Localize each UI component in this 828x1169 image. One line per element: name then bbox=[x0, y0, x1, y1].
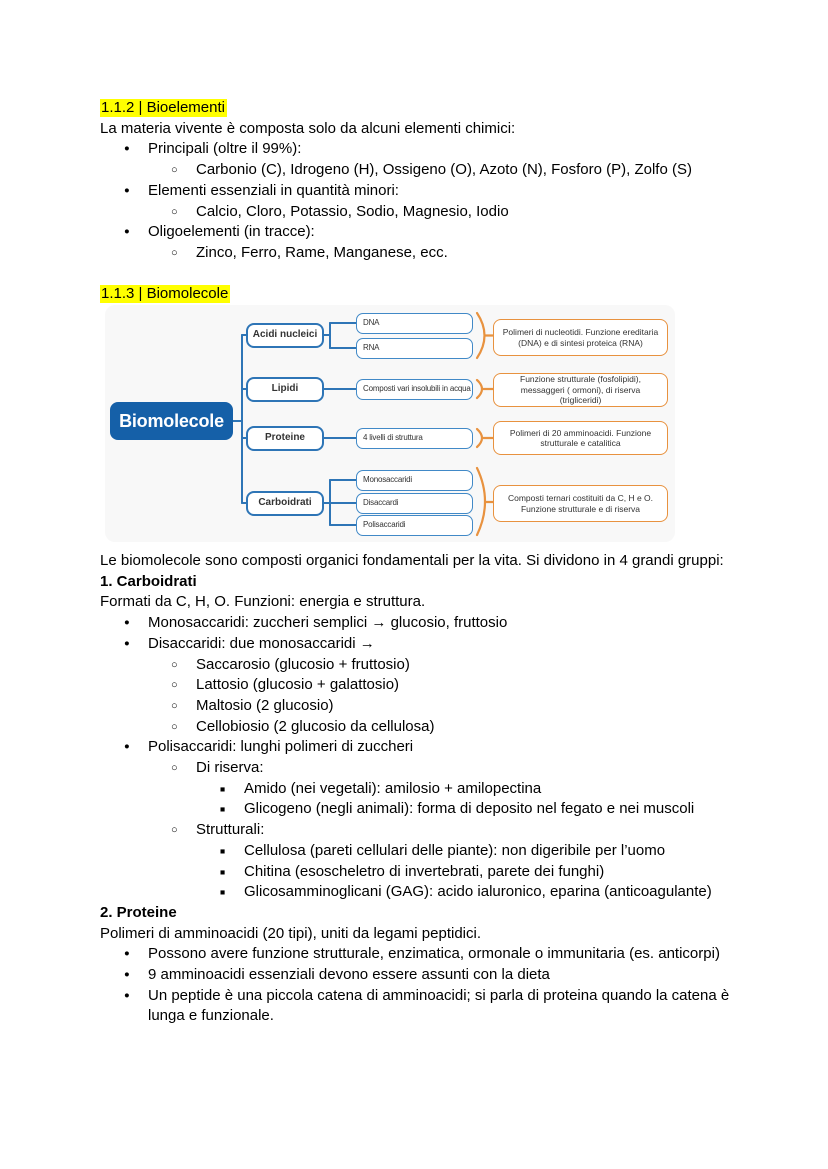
list-item: ● Possono avere funzione strutturale, enzimatica, ormonale o immunitaria (es. anticorpi) bbox=[100, 944, 733, 965]
heading-carboidrati: 1. Carboidrati bbox=[100, 572, 197, 590]
diagram-note-proteine: Polimeri di 20 amminoacidi. Funzione strutturale e catalitica bbox=[493, 421, 668, 455]
biomolecole-diagram bbox=[105, 305, 675, 542]
list-item: ○ Calcio, Cloro, Potassio, Sodio, Magnesio, Iodio bbox=[100, 202, 733, 223]
list-item: ● 9 amminoacidi essenziali devono essere assunti con la dieta bbox=[100, 965, 733, 986]
list-item: ■ Amido (nei vegetali): amilosio + amilopectina bbox=[100, 779, 733, 800]
biomolecole-intro: Le biomolecole sono composti organici fondamentali per la vita. Si dividono in 4 grandi gruppi: bbox=[100, 552, 724, 570]
proteine-intro: Polimeri di amminoacidi (20 tipi), uniti da legami peptidici. bbox=[100, 924, 481, 942]
list-item: ○ Carbonio (C), Idrogeno (H), Ossigeno (O), Azoto (N), Fosforo (P), Zolfo (S) bbox=[100, 160, 733, 181]
diagram-note-lipidi: Funzione strutturale (fosfolipidi), messaggeri ( ormoni), di riserva (trigliceridi) bbox=[493, 373, 668, 407]
heading-proteine: 2. Proteine bbox=[100, 903, 177, 921]
highlighted-heading-text: 1.1.3 | Biomolecole bbox=[101, 285, 229, 303]
list-item: ● Un peptide è una piccola catena di amminoacidi; si parla di proteina quando la catena è lunga e funzionale. bbox=[100, 986, 733, 1027]
list-item: ○ Saccarosio (glucosio + fruttosio) bbox=[100, 655, 733, 676]
document-content bbox=[100, 98, 733, 1027]
list-item: ○ Di riserva: bbox=[100, 758, 733, 779]
list-item: ■ Glicogeno (negli animali): forma di deposito nel fegato e nei muscoli bbox=[100, 799, 733, 820]
diagram-category-acidi-nucleici: Acidi nucleici bbox=[246, 323, 324, 348]
blank-line bbox=[100, 264, 733, 285]
diagram-sub-box-lipidi-desc: Composti vari insolubili in acqua bbox=[356, 379, 473, 400]
list-item: ○ Maltosio (2 glucosio) bbox=[100, 696, 733, 717]
list-item: ■ Chitina (esoscheletro di invertebrati, parete dei funghi) bbox=[100, 862, 733, 883]
list-item: ■ Glicosamminoglicani (GAG): acido ialuronico, eparina (anticoagulante) bbox=[100, 882, 733, 903]
diagram-sub-box-monosaccaridi: Monosaccaridi bbox=[356, 470, 473, 491]
orange-brace-marks bbox=[477, 313, 493, 535]
diagram-sub-box-proteine-desc: 4 livelli di struttura bbox=[356, 428, 473, 449]
list-item: ○ Zinco, Ferro, Rame, Manganese, ecc. bbox=[100, 243, 733, 264]
list-item: ● Monosaccaridi: zuccheri semplici → glucosio, fruttosio bbox=[100, 613, 733, 634]
list-item: ○ Cellobiosio (2 glucosio da cellulosa) bbox=[100, 717, 733, 738]
list-item: ● Oligoelementi (in tracce): bbox=[100, 222, 733, 243]
diagram-sub-box-rna: RNA bbox=[356, 338, 473, 359]
list-item: ■ Cellulosa (pareti cellulari delle piante): non digeribile per l’uomo bbox=[100, 841, 733, 862]
highlighted-heading-text: 1.1.2 | Bioelementi bbox=[101, 99, 225, 116]
carboidrati-intro: Formati da C, H, O. Funzioni: energia e struttura. bbox=[100, 593, 426, 611]
heading-biomolecole bbox=[100, 284, 733, 305]
list-item: ○ Strutturali: bbox=[100, 820, 733, 841]
list-item: ● Elementi essenziali in quantità minori: bbox=[100, 181, 733, 202]
bioelementi-intro: La materia vivente è composta solo da alcuni elementi chimici: bbox=[100, 119, 516, 137]
list-item: ● Principali (oltre il 99%): bbox=[100, 139, 733, 160]
diagram-category-carboidrati: Carboidrati bbox=[246, 491, 324, 516]
diagram-note-carboidrati: Composti ternari costituiti da C, H e O. Funzione strutturale e di riserva bbox=[493, 485, 668, 522]
diagram-category-lipidi: Lipidi bbox=[246, 377, 324, 402]
list-item: ○ Lattosio (glucosio + galattosio) bbox=[100, 675, 733, 696]
diagram-note-acidi-nucleici: Polimeri di nucleotidi. Funzione ereditaria (DNA) e di sintesi proteica (RNA) bbox=[493, 319, 668, 356]
list-item: ● Polisaccaridi: lunghi polimeri di zuccheri bbox=[100, 737, 733, 758]
diagram-category-proteine: Proteine bbox=[246, 426, 324, 451]
diagram-sub-box-polisaccaridi: Polisaccaridi bbox=[356, 515, 473, 536]
diagram-sub-box-dna: DNA bbox=[356, 313, 473, 334]
diagram-root-box: Biomolecole bbox=[110, 402, 233, 440]
list-item: ● Disaccaridi: due monosaccaridi → bbox=[100, 634, 733, 655]
heading-bioelementi bbox=[100, 98, 733, 119]
diagram-sub-box-disaccardi: Disaccardi bbox=[356, 493, 473, 514]
